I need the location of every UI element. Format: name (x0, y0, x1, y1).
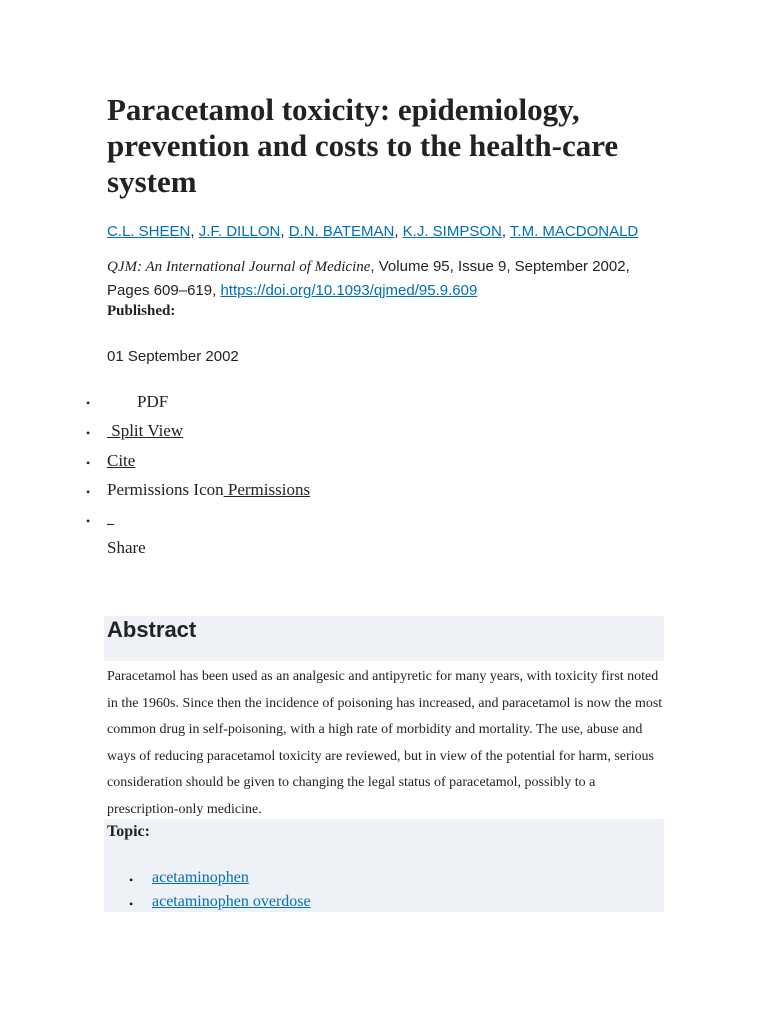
share-button[interactable]: Share (107, 538, 146, 557)
doi-link[interactable]: https://doi.org/10.1093/qjmed/95.9.609 (220, 282, 478, 299)
author-link[interactable]: K.J. SIMPSON (402, 223, 502, 240)
author-separator: , (190, 223, 199, 240)
share-icon[interactable] (107, 510, 114, 530)
author-separator: , (501, 223, 510, 240)
author-link[interactable]: C.L. SHEEN (107, 223, 191, 240)
author-separator: , (394, 223, 403, 240)
permissions-icon: Permissions Icon (107, 480, 224, 499)
split-view-button[interactable] (107, 421, 183, 441)
bullet-icon: • (86, 514, 91, 528)
topic-panel (104, 819, 664, 912)
published-label: Published: (107, 303, 176, 319)
author-list (107, 222, 638, 242)
published-date: 01 September 2002 (107, 348, 239, 365)
abstract-text: Paracetamol has been used as an analgesic and antipyretic for many years, with toxicity first noted in the 1960s. Since then the incidence of poisoning has increased, and paracetamol is now the most common drug in self-poisoning, with a high rate of morbidity and mortality. The use, abuse and ways of reducing paracetamol toxicity are reviewed, but in view of the potential for harm, serious consideration should be given to changing the legal status of paracetamol, possibly to a prescription-only medicine. (107, 669, 663, 817)
bullet-icon: • (129, 873, 134, 887)
topic-label: Topic: (107, 823, 150, 840)
share-underscore: _ (107, 512, 114, 527)
bullet-icon: • (86, 396, 91, 410)
bullet-icon: • (86, 426, 91, 440)
permissions-label: Permissions (223, 480, 311, 499)
author-link[interactable]: T.M. MACDONALD (509, 223, 639, 240)
permissions-button[interactable] (107, 480, 310, 500)
topic-link[interactable]: acetaminophen overdose (152, 893, 311, 910)
split-view-label: Split View (107, 421, 184, 440)
author-link[interactable]: J.F. DILLON (198, 223, 281, 240)
journal-name: QJM: An International Journal of Medicine (107, 259, 371, 275)
cite-button[interactable] (107, 451, 135, 471)
bullet-icon: • (129, 897, 134, 911)
author-separator: , (280, 223, 289, 240)
bullet-icon: • (86, 456, 91, 470)
cite-label: Cite (107, 451, 136, 470)
pdf-button[interactable]: PDF (137, 392, 169, 411)
topic-link[interactable]: acetaminophen (152, 869, 249, 886)
citation-details: , Volume 95, Issue 9, September 2002, Pages 609–619, (107, 258, 630, 299)
abstract-heading: Abstract (107, 617, 197, 642)
abstract-header (104, 616, 664, 661)
topic-item (152, 869, 249, 887)
article-title: Paracetamol toxicity: epidemiology, prevention and costs to the health-care system (107, 92, 619, 199)
citation (107, 255, 667, 302)
topic-item (152, 893, 311, 911)
bullet-icon: • (86, 485, 91, 499)
author-link[interactable]: D.N. BATEMAN (288, 223, 395, 240)
